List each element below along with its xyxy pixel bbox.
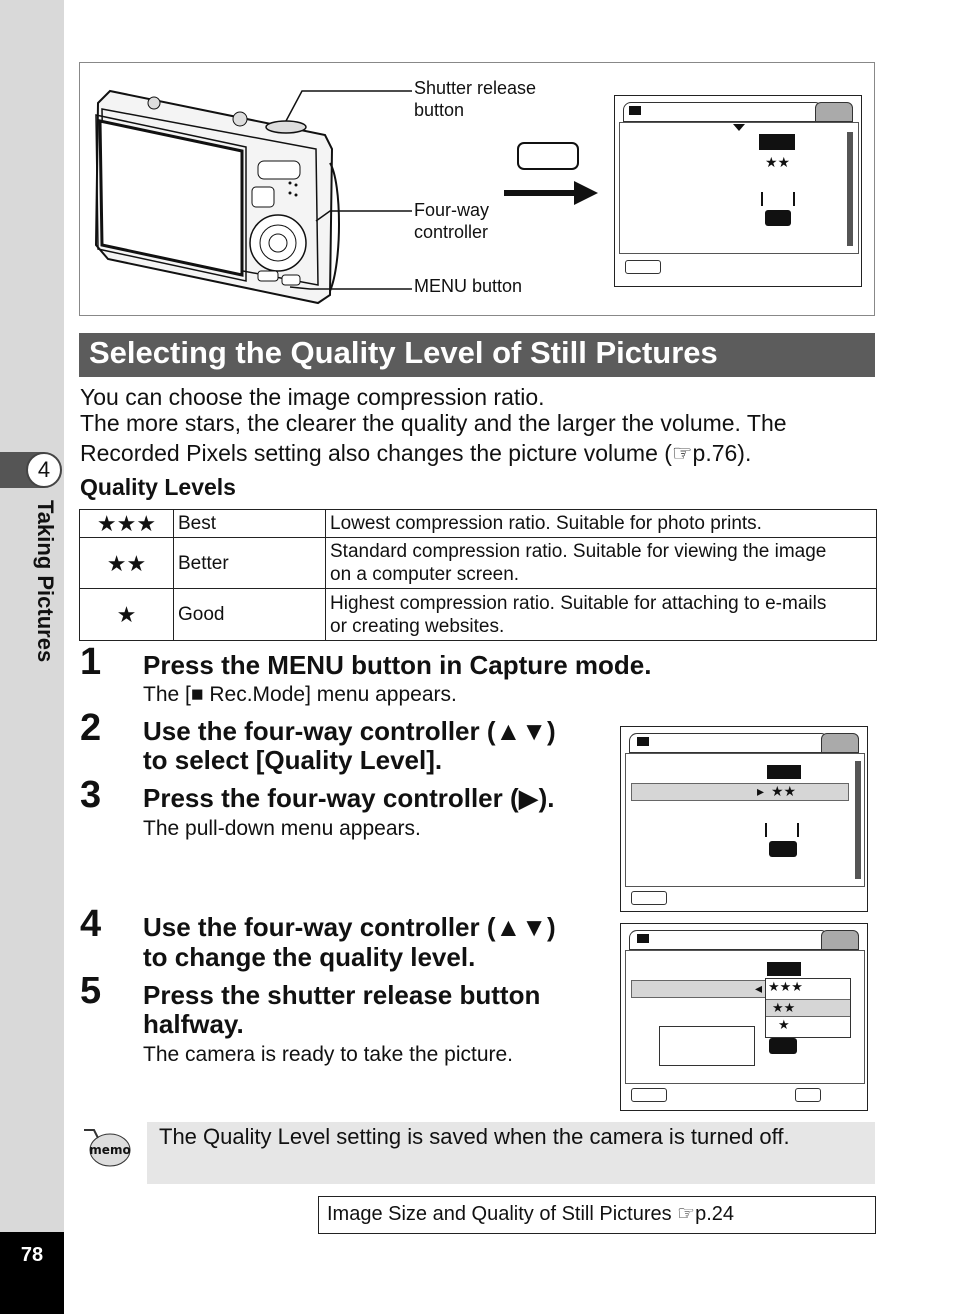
step-number: 2 — [80, 707, 102, 749]
memo-icon — [80, 1124, 132, 1168]
camera-icon — [637, 737, 649, 746]
step-heading: Use the four-way controller (▲▼) — [143, 716, 556, 746]
left-arrow-icon: ◂ — [755, 980, 763, 996]
focus-frame-icon — [761, 192, 795, 206]
reference-box — [318, 1196, 876, 1234]
section-title-bar — [79, 333, 875, 377]
chapter-number: 4 — [26, 452, 62, 488]
scrollbar — [855, 761, 861, 879]
step-subtext: The [■ Rec.Mode] menu appears. — [143, 683, 457, 706]
callout-menu: MENU button — [414, 276, 523, 296]
camera-illustration — [79, 62, 875, 316]
selected-row — [631, 783, 849, 801]
page-number: 78 — [20, 1244, 44, 1266]
callout-shutter-1: Shutter release — [414, 78, 537, 98]
black-bar — [767, 962, 801, 976]
step-number: 3 — [80, 774, 102, 816]
menu-button-icon — [631, 1088, 667, 1102]
table-row — [80, 538, 877, 589]
memo-icon-label: memo — [89, 1143, 131, 1157]
callout-fourway-2: controller — [414, 222, 489, 242]
pulldown-menu — [765, 978, 851, 1038]
quality-heading: Quality Levels — [80, 474, 236, 500]
lcd-tab-camera — [629, 930, 829, 950]
level-description: Standard compression ratio. Suitable for viewing the image on a computer screen. — [326, 538, 877, 589]
memo-box — [147, 1122, 875, 1184]
stars-cell: ★★★ — [80, 510, 174, 538]
pulldown-option-selected: ★★ — [766, 999, 850, 1017]
reference-text: Image Size and Quality of Still Pictures ☞p.24 — [327, 1203, 735, 1225]
level-description: Highest compression ratio. Suitable for attaching to e-mails or creating websites. — [326, 589, 877, 641]
right-arrow-icon: ▸ — [757, 783, 765, 799]
metering-icon — [769, 841, 797, 857]
scrollbar — [847, 132, 853, 246]
memo-text: The Quality Level setting is saved when the camera is turned off. — [159, 1124, 790, 1149]
wrench-icon — [815, 102, 853, 122]
selected-value: ★★ — [771, 783, 797, 799]
table-row — [80, 589, 877, 641]
quality-table — [79, 509, 877, 641]
step-number: 4 — [80, 903, 102, 945]
wrench-icon — [821, 930, 859, 950]
step-heading: Use the four-way controller (▲▼) — [143, 912, 556, 942]
step-heading-2: halfway. — [143, 1009, 244, 1039]
lcd-menu-area — [619, 122, 859, 254]
level-name: Best — [174, 510, 326, 538]
stars-cell: ★ — [80, 589, 174, 641]
focus-frame-icon — [765, 823, 799, 837]
camera-icon — [629, 106, 641, 115]
info-box — [659, 1026, 755, 1066]
stars-cell: ★★ — [80, 538, 174, 589]
chapter-label — [28, 500, 58, 700]
step-subtext: The pull-down menu appears. — [143, 817, 421, 840]
metering-icon — [769, 1038, 797, 1054]
step-number: 1 — [80, 641, 102, 683]
step-heading: Press the shutter release button — [143, 980, 541, 1010]
pulldown-option: ★ — [778, 1017, 790, 1032]
level-name: Better — [174, 538, 326, 589]
step-heading: Press the MENU button in Capture mode. — [143, 650, 652, 680]
metering-icon — [765, 210, 791, 226]
table-row — [80, 510, 877, 538]
step-subtext: The camera is ready to take the picture. — [143, 1043, 514, 1066]
callout-fourway-1: Four-way — [414, 200, 490, 220]
black-bar — [759, 134, 795, 150]
callout-shutter-2: button — [414, 100, 465, 120]
pulldown-option: ★★★ — [768, 979, 803, 994]
camera-icon — [637, 934, 649, 943]
lcd-menu-area — [625, 753, 865, 887]
lcd-screen-1 — [614, 95, 862, 287]
intro-line-3: Recorded Pixels setting also changes the picture volume (☞p.76). — [80, 440, 752, 466]
lcd-stars: ★★ — [765, 154, 791, 170]
ok-button-icon — [795, 1088, 821, 1102]
lcd-screen-3 — [620, 923, 868, 1111]
step-heading: Press the four-way controller (▶). — [143, 783, 555, 813]
level-description: Lowest compression ratio. Suitable for photo prints. — [326, 510, 877, 538]
menu-button-icon — [625, 260, 661, 274]
step-number: 5 — [80, 970, 102, 1012]
black-bar — [767, 765, 801, 779]
intro-line-2: The more stars, the clearer the quality and the larger the volume. The — [80, 410, 787, 436]
page-title: Selecting the Quality Level of Still Pictures — [89, 335, 718, 370]
lcd-tab-camera — [623, 102, 823, 122]
menu-button-icon — [631, 891, 667, 905]
intro-line-1: You can choose the image compression ratio. — [80, 384, 545, 410]
selected-row — [631, 980, 767, 998]
lcd-screen-2 — [620, 726, 868, 912]
down-arrow-icon — [733, 124, 745, 131]
step-heading-2: to select [Quality Level]. — [143, 745, 443, 775]
level-name: Good — [174, 589, 326, 641]
chapter-label-text: Taking Pictures — [33, 500, 58, 663]
step-heading-2: to change the quality level. — [143, 942, 476, 972]
wrench-icon — [821, 733, 859, 753]
lcd-tab-camera — [629, 733, 829, 753]
